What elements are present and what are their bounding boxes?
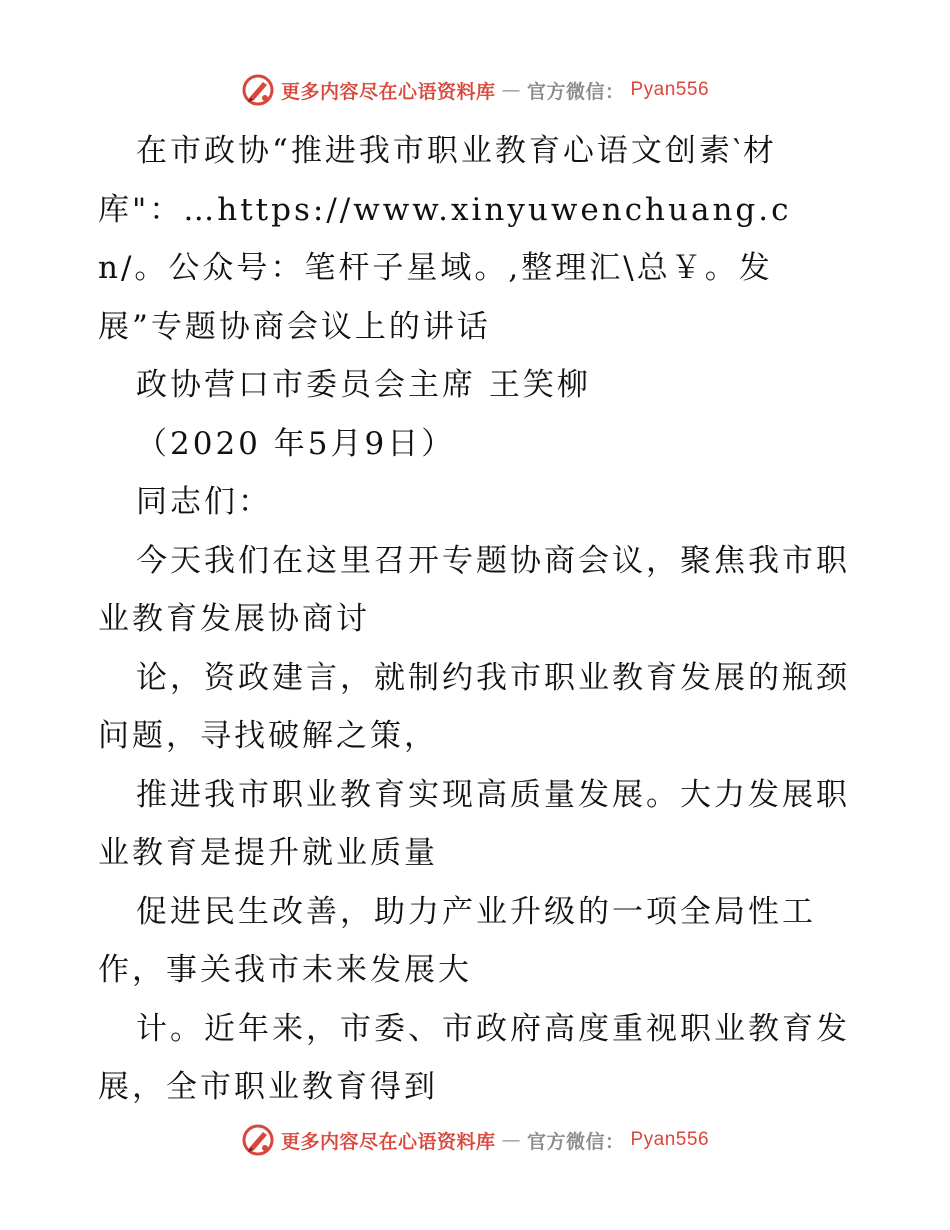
watermark-main-text: 更多内容尽在心语资料库 xyxy=(280,80,496,103)
watermark-dash: — xyxy=(501,79,521,101)
watermark-wechat-id: Pyan556 xyxy=(630,79,710,100)
pen-heart-logo-icon xyxy=(241,73,275,107)
header-watermark xyxy=(0,70,950,110)
body-paragraph: 今天我们在这里召开专题协商会议，聚焦我市职业教育发展协商讨 xyxy=(98,542,850,637)
speaker-line: 政协营口市委员会主席 王笑柳 xyxy=(136,367,591,403)
watermark-wechat-id: Pyan556 xyxy=(630,1129,710,1150)
document-body xyxy=(98,122,858,1117)
watermark-main-text: 更多内容尽在心语资料库 xyxy=(280,1130,496,1153)
watermark-dash: — xyxy=(501,1129,521,1151)
salutation: 同志们： xyxy=(136,484,272,520)
body-paragraph: 推进我市职业教育实现高质量发展。大力发展职业教育是提升就业质量 xyxy=(98,776,850,871)
date-line: （2020 年5月9日） xyxy=(136,425,456,462)
pen-heart-logo-icon xyxy=(241,1123,275,1157)
watermark-official-label: 官方微信： xyxy=(526,1130,625,1153)
speech-title: 在市政协“推进我市职业教育心语文创素‵材库"：…https://www.xinyuwenchuang.cn/。公众号：笔杆子星域。,整理汇\总￥。发展”专题协商会议上的讲话 xyxy=(98,133,792,345)
watermark-official-label: 官方微信： xyxy=(526,80,625,103)
footer-watermark xyxy=(0,1120,950,1160)
body-paragraph: 论，资政建言，就制约我市职业教育发展的瓶颈问题，寻找破解之策， xyxy=(98,659,850,754)
body-paragraph: 促进民生改善，助力产业升级的一项全局性工作，事关我市未来发展大 xyxy=(98,893,816,988)
body-paragraph: 计。近年来，市委、市政府高度重视职业教育发展，全市职业教育得到 xyxy=(98,1010,850,1105)
